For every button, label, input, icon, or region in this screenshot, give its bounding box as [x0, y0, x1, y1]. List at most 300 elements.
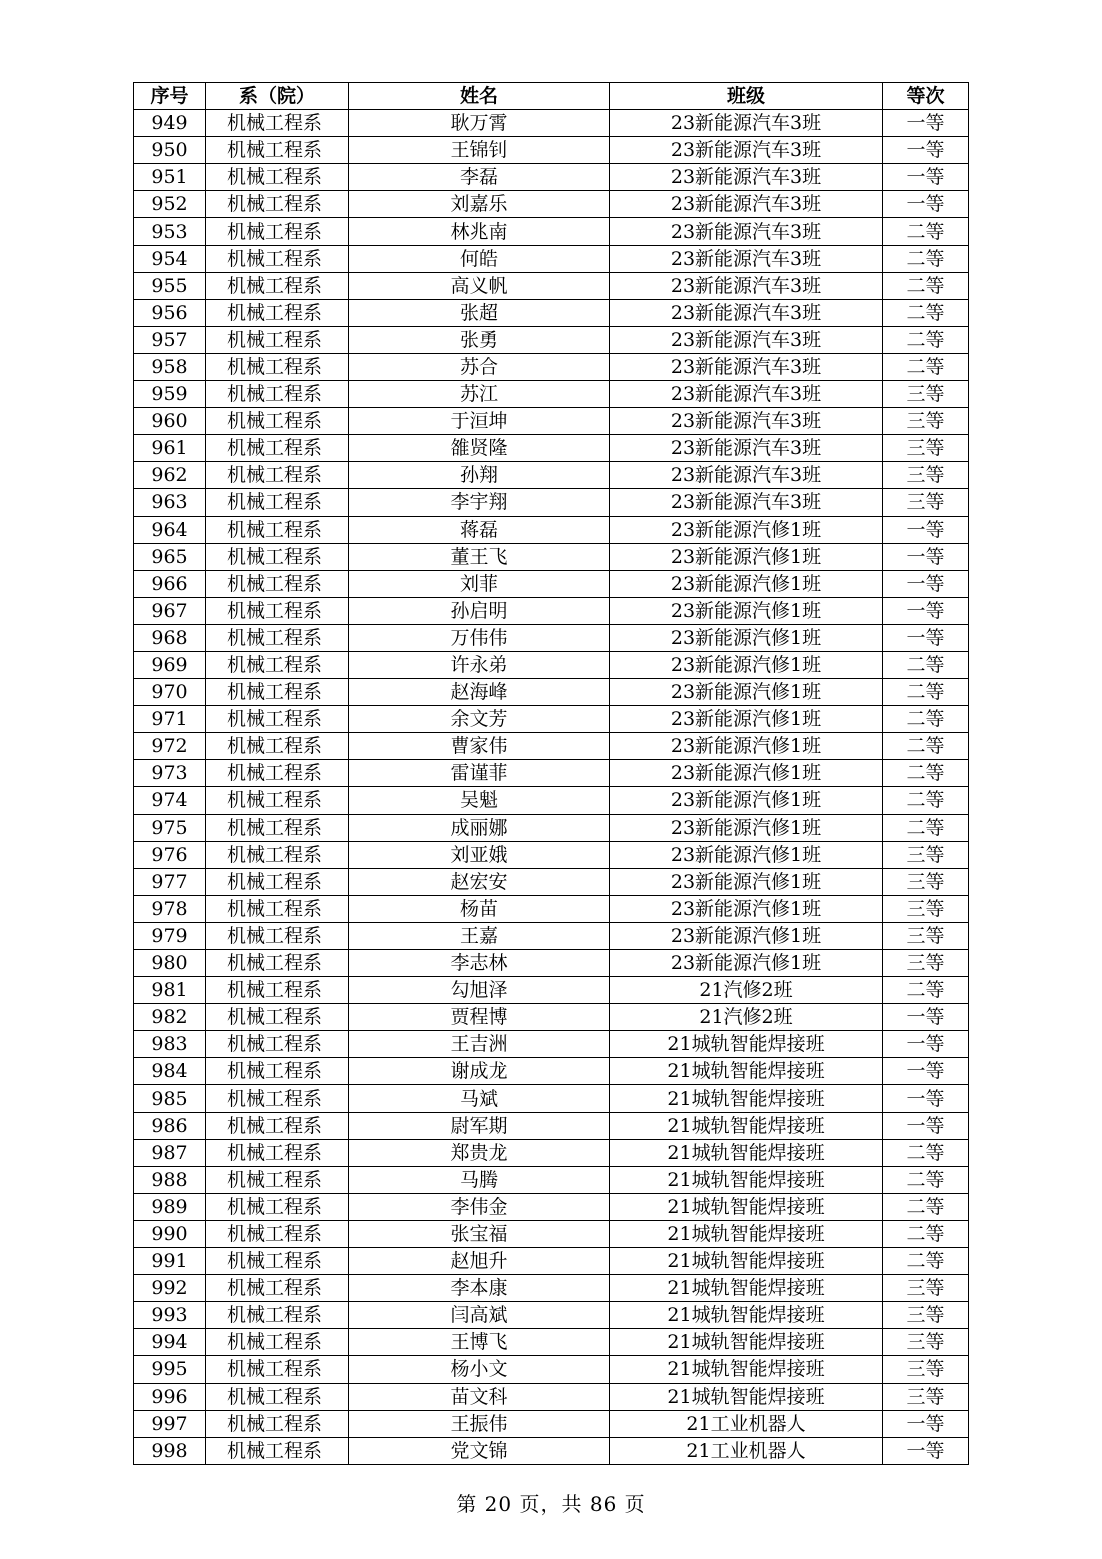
cell-name: 马斌: [349, 1085, 610, 1112]
cell-name: 勾旭泽: [349, 977, 610, 1004]
cell-class: 21城轨智能焊接班: [610, 1112, 883, 1139]
cell-department: 机械工程系: [206, 1410, 349, 1437]
table-row: [134, 733, 969, 760]
cell-name: 赵旭升: [349, 1248, 610, 1275]
cell-serial-number: 992: [134, 1275, 206, 1302]
cell-class: 23新能源汽修1班: [610, 679, 883, 706]
cell-grade: 三等: [883, 435, 969, 462]
cell-name: 杨苗: [349, 895, 610, 922]
cell-serial-number: 949: [134, 110, 206, 137]
table-row: [134, 787, 969, 814]
cell-department: 机械工程系: [206, 191, 349, 218]
cell-grade: 二等: [883, 814, 969, 841]
cell-serial-number: 973: [134, 760, 206, 787]
cell-serial-number: 966: [134, 570, 206, 597]
cell-department: 机械工程系: [206, 814, 349, 841]
cell-serial-number: 954: [134, 245, 206, 272]
cell-serial-number: 976: [134, 841, 206, 868]
cell-grade: 三等: [883, 1329, 969, 1356]
cell-serial-number: 985: [134, 1085, 206, 1112]
cell-serial-number: 981: [134, 977, 206, 1004]
cell-department: 机械工程系: [206, 706, 349, 733]
cell-name: 万伟伟: [349, 624, 610, 651]
cell-grade: 三等: [883, 408, 969, 435]
cell-name: 林兆南: [349, 218, 610, 245]
cell-department: 机械工程系: [206, 137, 349, 164]
table-row: [134, 679, 969, 706]
cell-class: 23新能源汽修1班: [610, 651, 883, 678]
cell-department: 机械工程系: [206, 218, 349, 245]
table-row: [134, 1302, 969, 1329]
cell-department: 机械工程系: [206, 570, 349, 597]
cell-serial-number: 974: [134, 787, 206, 814]
cell-serial-number: 962: [134, 462, 206, 489]
cell-grade: 二等: [883, 1166, 969, 1193]
cell-class: 21城轨智能焊接班: [610, 1302, 883, 1329]
cell-department: 机械工程系: [206, 272, 349, 299]
cell-class: 21汽修2班: [610, 1004, 883, 1031]
cell-class: 23新能源汽修1班: [610, 868, 883, 895]
cell-name: 董王飞: [349, 543, 610, 570]
table-body: [134, 110, 969, 1465]
table-row: [134, 570, 969, 597]
cell-grade: 二等: [883, 1139, 969, 1166]
table-row: [134, 895, 969, 922]
cell-grade: 三等: [883, 381, 969, 408]
cell-class: 23新能源汽车3班: [610, 353, 883, 380]
cell-class: 23新能源汽车3班: [610, 408, 883, 435]
table-row: [134, 435, 969, 462]
table-row: [134, 299, 969, 326]
cell-grade: 三等: [883, 1356, 969, 1383]
cell-grade: 二等: [883, 977, 969, 1004]
cell-grade: 二等: [883, 733, 969, 760]
cell-class: 21工业机器人: [610, 1410, 883, 1437]
cell-class: 23新能源汽车3班: [610, 299, 883, 326]
cell-name: 何皓: [349, 245, 610, 272]
cell-class: 23新能源汽车3班: [610, 381, 883, 408]
cell-serial-number: 950: [134, 137, 206, 164]
cell-serial-number: 969: [134, 651, 206, 678]
cell-department: 机械工程系: [206, 977, 349, 1004]
cell-serial-number: 995: [134, 1356, 206, 1383]
cell-name: 尉军期: [349, 1112, 610, 1139]
cell-name: 李宇翔: [349, 489, 610, 516]
table-row: [134, 1031, 969, 1058]
cell-grade: 二等: [883, 353, 969, 380]
cell-grade: 二等: [883, 787, 969, 814]
cell-department: 机械工程系: [206, 1193, 349, 1220]
table-row: [134, 326, 969, 353]
cell-grade: 一等: [883, 191, 969, 218]
table-row: [134, 1139, 969, 1166]
cell-grade: 三等: [883, 841, 969, 868]
cell-serial-number: 991: [134, 1248, 206, 1275]
cell-department: 机械工程系: [206, 110, 349, 137]
cell-grade: 一等: [883, 570, 969, 597]
cell-serial-number: 989: [134, 1193, 206, 1220]
cell-class: 23新能源汽修1班: [610, 950, 883, 977]
cell-department: 机械工程系: [206, 326, 349, 353]
cell-name: 雷谨菲: [349, 760, 610, 787]
cell-name: 杨小文: [349, 1356, 610, 1383]
cell-grade: 二等: [883, 651, 969, 678]
cell-department: 机械工程系: [206, 435, 349, 462]
cell-grade: 三等: [883, 462, 969, 489]
cell-class: 21城轨智能焊接班: [610, 1275, 883, 1302]
cell-class: 23新能源汽修1班: [610, 597, 883, 624]
cell-name: 李志林: [349, 950, 610, 977]
cell-serial-number: 987: [134, 1139, 206, 1166]
cell-department: 机械工程系: [206, 489, 349, 516]
cell-name: 于洹坤: [349, 408, 610, 435]
table-row: [134, 137, 969, 164]
cell-grade: 三等: [883, 950, 969, 977]
cell-serial-number: 975: [134, 814, 206, 841]
cell-class: 23新能源汽修1班: [610, 570, 883, 597]
cell-department: 机械工程系: [206, 950, 349, 977]
cell-department: 机械工程系: [206, 1166, 349, 1193]
cell-name: 张宝福: [349, 1220, 610, 1247]
cell-class: 21城轨智能焊接班: [610, 1166, 883, 1193]
cell-department: 机械工程系: [206, 1139, 349, 1166]
cell-name: 王振伟: [349, 1410, 610, 1437]
cell-serial-number: 997: [134, 1410, 206, 1437]
cell-serial-number: 984: [134, 1058, 206, 1085]
cell-class: 23新能源汽修1班: [610, 787, 883, 814]
cell-name: 刘嘉乐: [349, 191, 610, 218]
cell-grade: 三等: [883, 868, 969, 895]
cell-grade: 一等: [883, 1085, 969, 1112]
cell-grade: 三等: [883, 1302, 969, 1329]
cell-department: 机械工程系: [206, 1031, 349, 1058]
cell-department: 机械工程系: [206, 353, 349, 380]
cell-grade: 一等: [883, 624, 969, 651]
cell-grade: 二等: [883, 299, 969, 326]
header-name: 姓名: [349, 83, 610, 110]
cell-serial-number: 998: [134, 1437, 206, 1464]
cell-name: 李伟金: [349, 1193, 610, 1220]
cell-department: 机械工程系: [206, 543, 349, 570]
cell-serial-number: 979: [134, 922, 206, 949]
cell-serial-number: 978: [134, 895, 206, 922]
cell-grade: 二等: [883, 706, 969, 733]
cell-name: 刘菲: [349, 570, 610, 597]
table-row: [134, 624, 969, 651]
cell-class: 23新能源汽修1班: [610, 841, 883, 868]
table-row: [134, 814, 969, 841]
table-row: [134, 1383, 969, 1410]
cell-serial-number: 993: [134, 1302, 206, 1329]
cell-class: 23新能源汽修1班: [610, 624, 883, 651]
cell-class: 21城轨智能焊接班: [610, 1329, 883, 1356]
cell-department: 机械工程系: [206, 1302, 349, 1329]
cell-name: 曹家伟: [349, 733, 610, 760]
header-department: 系（院）: [206, 83, 349, 110]
table-row: [134, 516, 969, 543]
cell-name: 孙启明: [349, 597, 610, 624]
cell-department: 机械工程系: [206, 1112, 349, 1139]
table-row: [134, 272, 969, 299]
table-row: [134, 760, 969, 787]
cell-name: 蒋磊: [349, 516, 610, 543]
table-row: [134, 110, 969, 137]
cell-serial-number: 960: [134, 408, 206, 435]
cell-class: 23新能源汽车3班: [610, 137, 883, 164]
cell-department: 机械工程系: [206, 922, 349, 949]
cell-grade: 二等: [883, 218, 969, 245]
cell-serial-number: 955: [134, 272, 206, 299]
cell-name: 许永弟: [349, 651, 610, 678]
cell-serial-number: 957: [134, 326, 206, 353]
table-row: [134, 1275, 969, 1302]
cell-grade: 二等: [883, 760, 969, 787]
cell-serial-number: 983: [134, 1031, 206, 1058]
cell-department: 机械工程系: [206, 1275, 349, 1302]
table-row: [134, 1437, 969, 1464]
cell-serial-number: 970: [134, 679, 206, 706]
cell-serial-number: 971: [134, 706, 206, 733]
cell-name: 马腾: [349, 1166, 610, 1193]
cell-serial-number: 951: [134, 164, 206, 191]
cell-class: 23新能源汽修1班: [610, 895, 883, 922]
cell-class: 21城轨智能焊接班: [610, 1248, 883, 1275]
cell-class: 23新能源汽车3班: [610, 435, 883, 462]
cell-department: 机械工程系: [206, 651, 349, 678]
cell-class: 23新能源汽车3班: [610, 462, 883, 489]
table-row: [134, 1248, 969, 1275]
cell-name: 谢成龙: [349, 1058, 610, 1085]
cell-name: 张勇: [349, 326, 610, 353]
cell-name: 闫高斌: [349, 1302, 610, 1329]
header-grade: 等次: [883, 83, 969, 110]
table-row: [134, 1004, 969, 1031]
cell-class: 23新能源汽车3班: [610, 489, 883, 516]
table-row: [134, 191, 969, 218]
cell-grade: 二等: [883, 1248, 969, 1275]
cell-serial-number: 977: [134, 868, 206, 895]
cell-grade: 三等: [883, 1383, 969, 1410]
table-row: [134, 1410, 969, 1437]
cell-name: 余文芳: [349, 706, 610, 733]
cell-department: 机械工程系: [206, 1329, 349, 1356]
cell-class: 23新能源汽修1班: [610, 733, 883, 760]
cell-class: 21工业机器人: [610, 1437, 883, 1464]
table-row: [134, 245, 969, 272]
table-row: [134, 408, 969, 435]
cell-department: 机械工程系: [206, 760, 349, 787]
cell-department: 机械工程系: [206, 787, 349, 814]
table-row: [134, 1085, 969, 1112]
cell-grade: 一等: [883, 1031, 969, 1058]
cell-serial-number: 952: [134, 191, 206, 218]
cell-serial-number: 965: [134, 543, 206, 570]
cell-class: 21城轨智能焊接班: [610, 1139, 883, 1166]
cell-grade: 二等: [883, 679, 969, 706]
cell-department: 机械工程系: [206, 597, 349, 624]
cell-grade: 一等: [883, 1112, 969, 1139]
cell-department: 机械工程系: [206, 381, 349, 408]
cell-grade: 一等: [883, 1437, 969, 1464]
cell-grade: 一等: [883, 164, 969, 191]
award-list-table-container: [133, 82, 968, 1465]
cell-grade: 三等: [883, 489, 969, 516]
cell-department: 机械工程系: [206, 1356, 349, 1383]
cell-serial-number: 990: [134, 1220, 206, 1247]
cell-department: 机械工程系: [206, 1248, 349, 1275]
table-row: [134, 489, 969, 516]
cell-serial-number: 959: [134, 381, 206, 408]
cell-serial-number: 968: [134, 624, 206, 651]
cell-name: 王吉洲: [349, 1031, 610, 1058]
cell-name: 张超: [349, 299, 610, 326]
cell-name: 王嘉: [349, 922, 610, 949]
cell-name: 贾程博: [349, 1004, 610, 1031]
cell-department: 机械工程系: [206, 841, 349, 868]
cell-class: 21城轨智能焊接班: [610, 1058, 883, 1085]
cell-class: 21城轨智能焊接班: [610, 1193, 883, 1220]
table-row: [134, 218, 969, 245]
cell-department: 机械工程系: [206, 462, 349, 489]
cell-name: 孙翔: [349, 462, 610, 489]
cell-name: 苏江: [349, 381, 610, 408]
cell-department: 机械工程系: [206, 516, 349, 543]
cell-name: 苏合: [349, 353, 610, 380]
cell-name: 王博飞: [349, 1329, 610, 1356]
cell-name: 李磊: [349, 164, 610, 191]
cell-department: 机械工程系: [206, 895, 349, 922]
cell-department: 机械工程系: [206, 164, 349, 191]
table-row: [134, 651, 969, 678]
cell-class: 23新能源汽修1班: [610, 516, 883, 543]
table-row: [134, 462, 969, 489]
cell-grade: 二等: [883, 272, 969, 299]
cell-name: 高义帆: [349, 272, 610, 299]
table-row: [134, 164, 969, 191]
cell-serial-number: 953: [134, 218, 206, 245]
table-header-row: [134, 83, 969, 110]
table-row: [134, 841, 969, 868]
header-serial-number: 序号: [134, 83, 206, 110]
table-row: [134, 1058, 969, 1085]
cell-grade: 一等: [883, 137, 969, 164]
cell-serial-number: 961: [134, 435, 206, 462]
table-row: [134, 706, 969, 733]
header-class: 班级: [610, 83, 883, 110]
cell-department: 机械工程系: [206, 733, 349, 760]
cell-department: 机械工程系: [206, 1085, 349, 1112]
cell-class: 23新能源汽车3班: [610, 191, 883, 218]
cell-grade: 二等: [883, 1193, 969, 1220]
cell-class: 23新能源汽车3班: [610, 326, 883, 353]
cell-grade: 一等: [883, 1058, 969, 1085]
cell-class: 23新能源汽修1班: [610, 706, 883, 733]
table-row: [134, 977, 969, 1004]
cell-department: 机械工程系: [206, 868, 349, 895]
award-list-table: [133, 82, 969, 1465]
cell-department: 机械工程系: [206, 1220, 349, 1247]
cell-grade: 三等: [883, 895, 969, 922]
cell-class: 23新能源汽车3班: [610, 218, 883, 245]
table-row: [134, 950, 969, 977]
cell-class: 21城轨智能焊接班: [610, 1356, 883, 1383]
cell-grade: 二等: [883, 326, 969, 353]
cell-name: 刘亚娥: [349, 841, 610, 868]
cell-name: 雒贤隆: [349, 435, 610, 462]
table-row: [134, 1220, 969, 1247]
cell-serial-number: 963: [134, 489, 206, 516]
cell-grade: 一等: [883, 110, 969, 137]
cell-class: 23新能源汽修1班: [610, 760, 883, 787]
cell-class: 23新能源汽车3班: [610, 164, 883, 191]
cell-serial-number: 986: [134, 1112, 206, 1139]
cell-class: 21城轨智能焊接班: [610, 1085, 883, 1112]
cell-name: 成丽娜: [349, 814, 610, 841]
cell-serial-number: 994: [134, 1329, 206, 1356]
cell-grade: 一等: [883, 516, 969, 543]
cell-class: 23新能源汽车3班: [610, 272, 883, 299]
table-row: [134, 1166, 969, 1193]
cell-class: 21城轨智能焊接班: [610, 1220, 883, 1247]
cell-serial-number: 972: [134, 733, 206, 760]
cell-department: 机械工程系: [206, 1058, 349, 1085]
cell-grade: 一等: [883, 1004, 969, 1031]
cell-class: 23新能源汽修1班: [610, 814, 883, 841]
cell-serial-number: 967: [134, 597, 206, 624]
cell-class: 23新能源汽修1班: [610, 543, 883, 570]
cell-grade: 一等: [883, 1410, 969, 1437]
cell-class: 21汽修2班: [610, 977, 883, 1004]
cell-serial-number: 980: [134, 950, 206, 977]
cell-serial-number: 958: [134, 353, 206, 380]
cell-serial-number: 964: [134, 516, 206, 543]
cell-name: 李本康: [349, 1275, 610, 1302]
cell-name: 赵宏安: [349, 868, 610, 895]
cell-grade: 二等: [883, 1220, 969, 1247]
cell-name: 赵海峰: [349, 679, 610, 706]
cell-name: 吴魁: [349, 787, 610, 814]
cell-serial-number: 988: [134, 1166, 206, 1193]
cell-grade: 三等: [883, 1275, 969, 1302]
cell-grade: 三等: [883, 922, 969, 949]
table-row: [134, 922, 969, 949]
table-row: [134, 868, 969, 895]
cell-serial-number: 982: [134, 1004, 206, 1031]
cell-grade: 一等: [883, 597, 969, 624]
table-row: [134, 543, 969, 570]
table-row: [134, 381, 969, 408]
table-row: [134, 1193, 969, 1220]
table-row: [134, 1356, 969, 1383]
cell-class: 23新能源汽修1班: [610, 922, 883, 949]
table-row: [134, 1112, 969, 1139]
cell-serial-number: 996: [134, 1383, 206, 1410]
cell-name: 王锦钊: [349, 137, 610, 164]
cell-department: 机械工程系: [206, 1383, 349, 1410]
table-row: [134, 597, 969, 624]
cell-department: 机械工程系: [206, 624, 349, 651]
cell-department: 机械工程系: [206, 299, 349, 326]
table-row: [134, 353, 969, 380]
page-footer: 第 20 页，共 86 页: [456, 1492, 646, 1516]
cell-grade: 二等: [883, 245, 969, 272]
cell-department: 机械工程系: [206, 408, 349, 435]
cell-department: 机械工程系: [206, 679, 349, 706]
cell-class: 21城轨智能焊接班: [610, 1383, 883, 1410]
cell-class: 23新能源汽车3班: [610, 245, 883, 272]
cell-serial-number: 956: [134, 299, 206, 326]
cell-class: 21城轨智能焊接班: [610, 1031, 883, 1058]
